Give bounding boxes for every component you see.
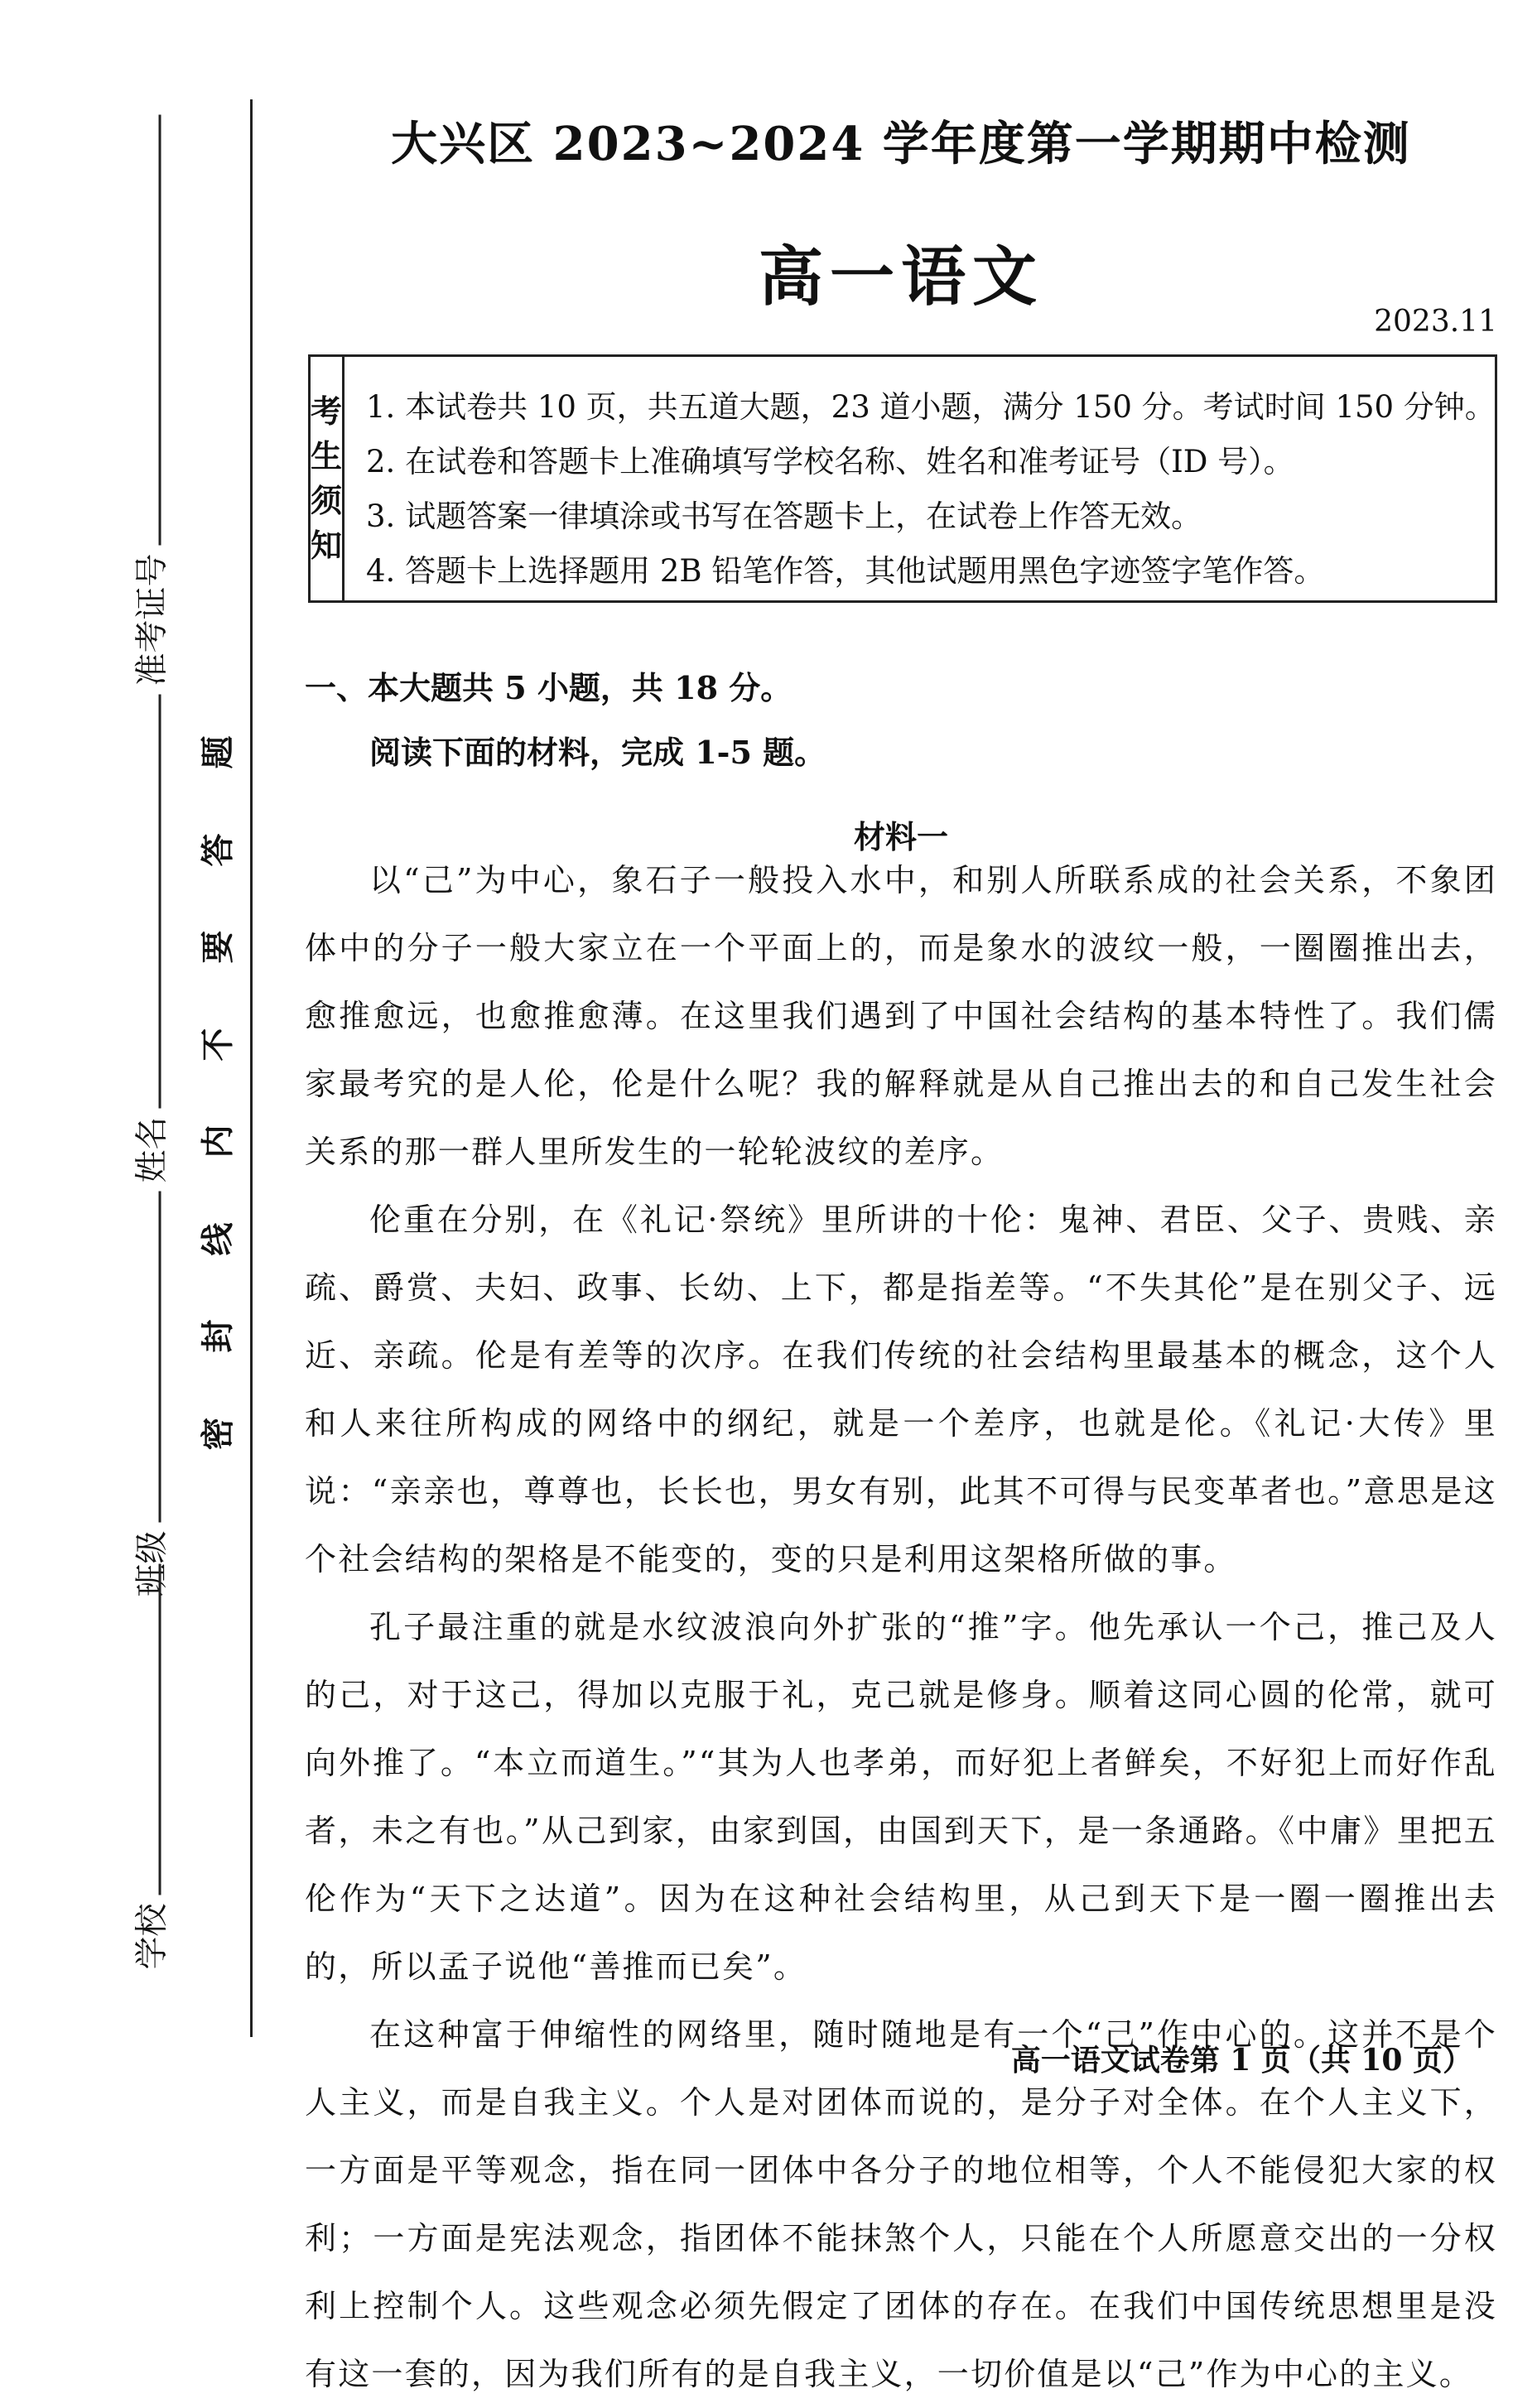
field-exam-id-label: 准考证号 — [132, 553, 171, 686]
seal-char: 不 — [198, 1028, 238, 1062]
seal-char: 线 — [198, 1222, 238, 1256]
material-paragraph: 在这种富于伸缩性的网络里，随时随地是有一个“己”作中心的。这并不是个人主义，而是自我主义。个人是对团体而说的，是分子对全体。在个人主义下，一方面是平等观念，指在同一团体中各分子的地位相等，个人不能侵犯大家的权利；一方面是宪法观念，指团体不能抹煞个人，只能在个人所愿意交出的一分权利上控制个人。这些观念必须先假定了团体的存在。在我们中国传统思想里是没有这一套的，因为我们所有的是自我主义，一切价值是以“己”作为中心的主义。 — [305, 2016, 1497, 2392]
section-heading: 一、本大题共 5 小题，共 18 分。 — [305, 669, 793, 706]
seal-char: 密 — [198, 1417, 238, 1451]
notice-label — [311, 357, 344, 600]
notice-label-char: 生 — [311, 437, 343, 474]
field-exam-id — [126, 115, 173, 686]
field-class-label: 班级 — [132, 1530, 171, 1597]
field-class — [126, 1192, 173, 1597]
field-class-underline — [137, 1192, 161, 1523]
notice-label-char: 须 — [311, 482, 343, 519]
material-paragraph: 以“己”为中心，象石子一般投入水中，和别人所联系成的社会关系，不象团体中的分子一般大家立在一个平面上的，而是象水的波纹一般，一圈圈推出去，愈推愈远，也愈推愈薄。在这里我们遇到了中国社会结构的基本特性了。我们儒家最考究的是人伦，伦是什么呢？我的解释就是从自己推出去的和自己发生社会关系的那一群人里所发生的一轮轮波纹的差序。 — [305, 862, 1497, 1170]
notice-item: 4. 答题卡上选择题用 2B 铅笔作答，其他试题用黑色字迹签字笔作答。 — [366, 553, 1325, 589]
field-school-underline — [137, 1564, 161, 1895]
material-title: 材料一 — [853, 818, 948, 855]
field-school-label: 学校 — [132, 1903, 171, 1970]
material-paragraph: 孔子最注重的就是水纹波浪向外扩张的“推”字。他先承认一个己，推己及人的己，对于这己，得加以克服于礼，克己就是修身。顺着这同心圆的伦常，就可向外推了。“本立而道生。”“其为人也孝弟，而好犯上者鲜矣，不好犯上而好作乱者，未之有也。”从己到家，由家到国，由国到天下，是一条通路。《中庸》里把五伦作为“天下之达道”。因为在这种社会结构里，从己到天下是一圈一圈推出去的，所以孟子说他“善推而已矣”。 — [305, 1609, 1497, 1985]
field-name-underline — [137, 695, 161, 1109]
notice-item: 3. 试题答案一律填涂或书写在答题卡上，在试卷上作答无效。 — [366, 498, 1202, 534]
field-name — [126, 695, 173, 1183]
subject-title: 高一语文 — [758, 240, 1043, 315]
page-footer: 高一语文试卷第 1 页（共 10 页） — [1010, 2043, 1472, 2078]
field-name-label: 姓名 — [132, 1116, 171, 1183]
binding-margin-line — [250, 99, 253, 2037]
seal-char: 答 — [198, 833, 238, 867]
notice-item: 1. 本试卷共 10 页，共五道大题，23 道小题，满分 150 分。考试时间 150 分钟。 — [366, 389, 1496, 425]
exam-title: 大兴区 2023~2024 学年度第一学期期中检测 — [391, 117, 1411, 171]
candidate-notice-box — [308, 354, 1497, 603]
seal-line-notice — [190, 729, 240, 1457]
field-school — [126, 1564, 173, 1970]
material-paragraph: 伦重在分别，在《礼记·祭统》里所讲的十伦：鬼神、君臣、父子、贵贱、亲疏、爵赏、夫妇、政事、长幼、上下，都是指差等。“不失其伦”是在别父子、远近、亲疏。伦是有差等的次序。在我们传统的社会结构里最基本的概念，这个人和人来往所构成的网络中的纲纪，就是一个差序，也就是伦。《礼记·大传》里说：“亲亲也，尊尊也，长长也，男女有别，此其不可得与民变革者也。”意思是这个社会结构的架格是不能变的，变的只是利用这架格所做的事。 — [305, 1202, 1497, 1577]
notice-label-char: 知 — [311, 527, 343, 564]
seal-char: 要 — [198, 930, 238, 964]
exam-date: 2023.11 — [1374, 305, 1497, 339]
field-exam-id-underline — [137, 115, 161, 546]
notice-list — [344, 357, 1496, 600]
seal-char: 封 — [198, 1319, 238, 1353]
notice-label-char: 考 — [311, 393, 343, 430]
section-instruction: 阅读下面的材料，完成 1-5 题。 — [369, 734, 826, 771]
material-body — [305, 846, 1497, 2408]
seal-char: 题 — [198, 735, 238, 769]
notice-item: 2. 在试卷和答题卡上准确填写学校名称、姓名和准考证号（ID 号）。 — [366, 444, 1294, 479]
seal-char: 内 — [198, 1125, 238, 1158]
